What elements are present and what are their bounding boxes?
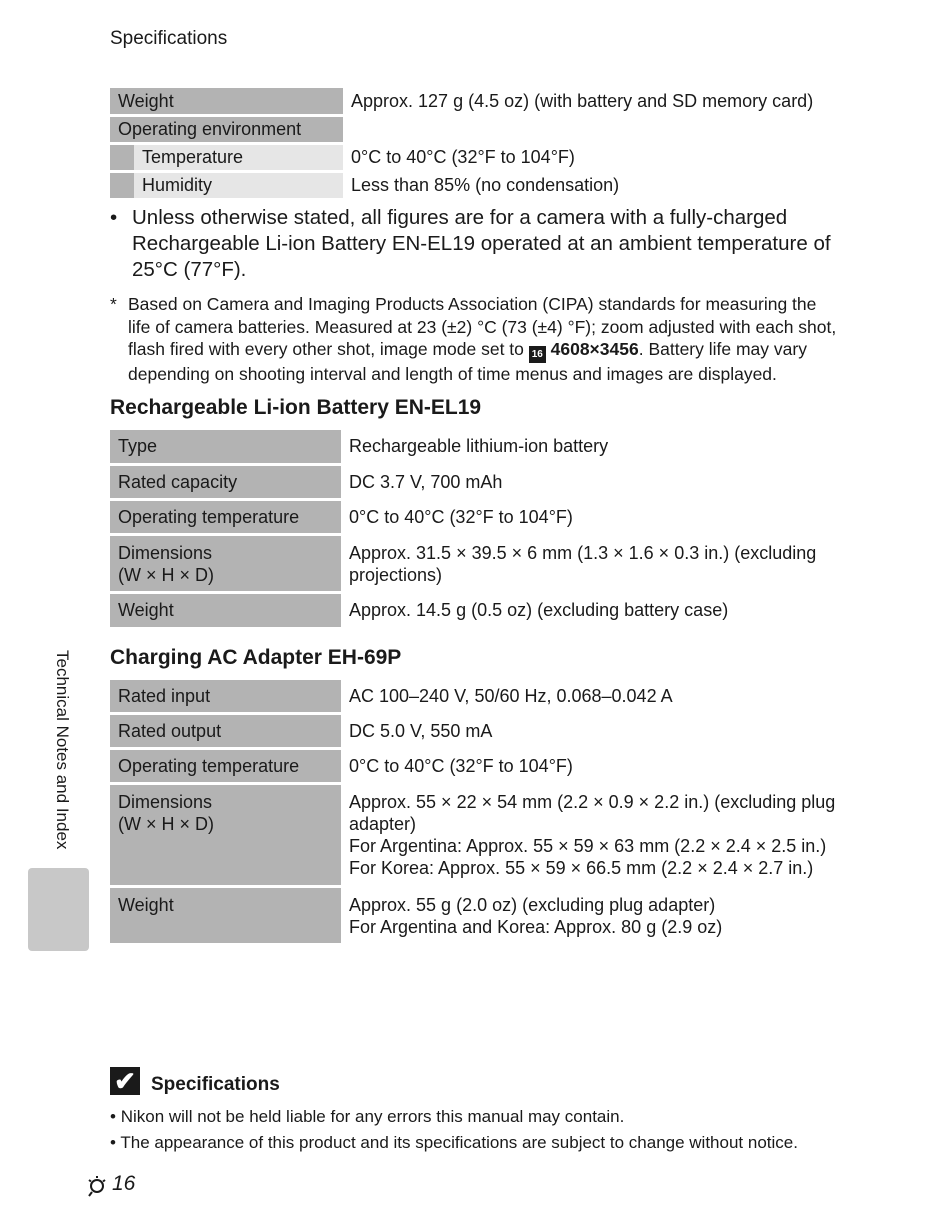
temperature-label: Temperature <box>134 145 343 173</box>
adapter-op-temp-label: Operating temperature <box>110 750 341 785</box>
battery-weight-label: Weight <box>110 594 341 630</box>
battery-op-temp-value: 0°C to 40°C (32°F to 104°F) <box>341 501 850 536</box>
spec-note-item: • The appearance of this product and its specifications are subject to change without notice. <box>110 1133 798 1152</box>
cipa-footnote <box>110 293 840 386</box>
general-note <box>110 205 840 283</box>
spec-note-item: • Nikon will not be held liable for any errors this manual may contain. <box>110 1107 625 1126</box>
battery-capacity-value: DC 3.7 V, 700 mAh <box>341 466 850 501</box>
battery-type-label: Type <box>110 430 341 466</box>
adapter-weight-value: Approx. 55 g (2.0 oz) (excluding plug adapter) For Argentina and Korea: Approx. 80 g (2.9 oz) <box>341 888 850 946</box>
adapter-dimensions-label: Dimensions (W × H × D) <box>110 785 341 888</box>
weight-label: Weight <box>110 88 343 117</box>
operating-environment-label: Operating environment <box>110 117 343 145</box>
battery-heading: Rechargeable Li-ion Battery EN-EL19 <box>110 396 482 419</box>
page-number: 16 <box>112 1172 136 1195</box>
weight-value: Approx. 127 g (4.5 oz) (with battery and SD memory card) <box>343 88 850 117</box>
page-header: Specifications <box>110 28 228 49</box>
rated-output-value: DC 5.0 V, 550 mA <box>341 715 850 750</box>
adapter-weight-label: Weight <box>110 888 341 946</box>
battery-type-value: Rechargeable lithium-ion battery <box>341 430 850 466</box>
footnote-marker: * <box>110 294 117 314</box>
adapter-spec-table <box>110 680 850 946</box>
adapter-op-temp-value: 0°C to 40°C (32°F to 104°F) <box>341 750 850 785</box>
battery-capacity-label: Rated capacity <box>110 466 341 501</box>
footnote-text-b: . Battery life may vary depending on shooting interval and length of time menus and images are displayed. <box>128 339 807 384</box>
camera-weight-table <box>110 88 850 201</box>
battery-dimensions-value: Approx. 31.5 × 39.5 × 6 mm (1.3 × 1.6 × 0.3 in.) (excluding projections) <box>341 536 850 594</box>
section-tab-label: Technical Notes and Index <box>53 650 72 850</box>
humidity-value: Less than 85% (no condensation) <box>343 173 850 201</box>
general-note-text: Unless otherwise stated, all figures are for a camera with a fully-charged Rechargeable Li-ion Battery EN-EL19 operated at an ambient temperature of 25°C (77°F). <box>132 206 831 281</box>
battery-weight-value: Approx. 14.5 g (0.5 oz) (excluding battery case) <box>341 594 850 630</box>
section-tab[interactable] <box>28 868 89 951</box>
rated-output-label: Rated output <box>110 715 341 750</box>
adapter-heading: Charging AC Adapter EH-69P <box>110 646 402 669</box>
checkmark-icon: ✔ <box>110 1067 140 1095</box>
tips-icon <box>86 1174 112 1203</box>
adapter-dimensions-value: Approx. 55 × 22 × 54 mm (2.2 × 0.9 × 2.2 in.) (excluding plug adapter) For Argentina: Approx. 55 × 59 × 63 mm (2.2 × 2.4 × 2.5 in.) For Korea: Approx. 55 × 59 × 66.5 mm (2.2 × 2.4 × 2.7 in.) <box>341 785 850 888</box>
spec-note-title: Specifications <box>151 1074 280 1095</box>
battery-op-temp-label: Operating temperature <box>110 501 341 536</box>
battery-spec-table <box>110 430 850 630</box>
bullet-marker: • <box>110 206 118 229</box>
battery-dimensions-label: Dimensions (W × H × D) <box>110 536 341 594</box>
rated-input-label: Rated input <box>110 680 341 715</box>
footnote-text-a: Based on Camera and Imaging Products Association (CIPA) standards for measuring the life of camera batteries. Measured at 23 (±2) °C (73 (±4) °F); zoom adjusted with each shot, flash fired with every other shot, image mode set to <box>128 294 837 359</box>
rated-input-value: AC 100–240 V, 50/60 Hz, 0.068–0.042 A <box>341 680 850 715</box>
temperature-value: 0°C to 40°C (32°F to 104°F) <box>343 145 850 173</box>
image-mode-value: 4608×3456 <box>550 339 639 359</box>
image-mode-icon: 16 <box>529 346 546 363</box>
humidity-label: Humidity <box>134 173 343 201</box>
